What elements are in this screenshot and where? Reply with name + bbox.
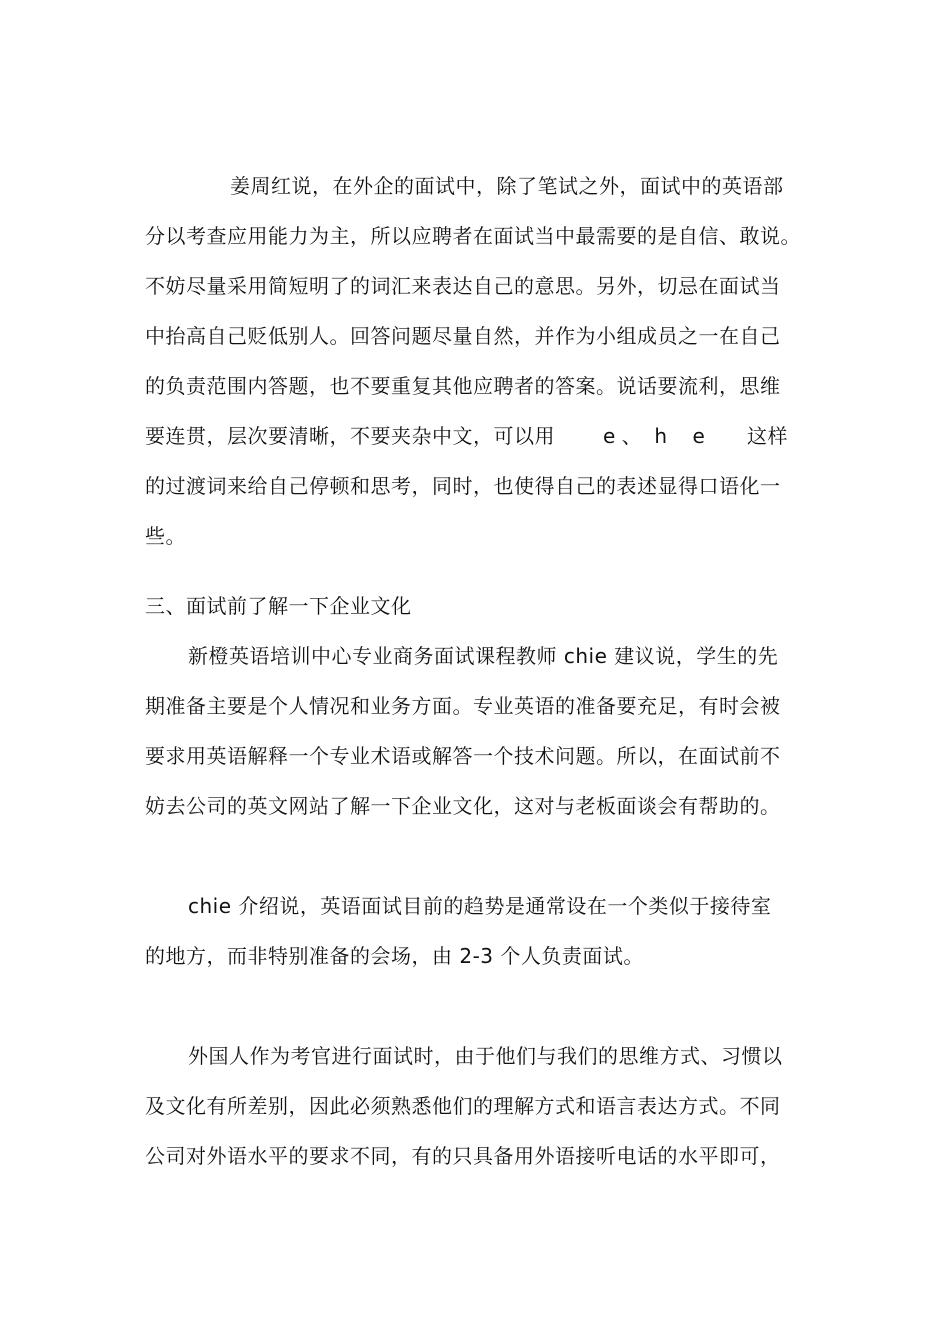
- section-heading: 三、面试前了解一下企业文化: [145, 594, 412, 618]
- paragraph2-line1: [188, 642, 810, 670]
- teacher-name-2: chie: [188, 894, 232, 918]
- paragraph1-line3: 不妨尽量采用简短明了的词汇来表达自己的意思。另外，切忌在面试当: [145, 274, 781, 298]
- paragraph3-line1-text: 介绍说，英语面试目前的趋势是通常设在一个类似于接待室: [238, 894, 772, 918]
- paragraph4-line3: 公司对外语水平的要求不同，有的只具备用外语接听电话的水平即可，: [145, 1144, 781, 1168]
- paragraph4-line1: 外国人作为考官进行面试时，由于他们与我们的思维方式、习惯以: [188, 1044, 783, 1068]
- paragraph2-line2: 期准备主要是个人情况和业务方面。专业英语的准备要充足，有时会被: [145, 694, 781, 718]
- paragraph1-line7: 的过渡词来给自己停顿和思考，同时，也使得自己的表述显得口语化一: [145, 474, 781, 498]
- paragraph1-line4: 中抬高自己贬低别人。回答问题尽量自然，并作为小组成员之一在自己: [145, 324, 781, 348]
- paragraph1-latin-fragment: e 、 h e: [603, 424, 712, 448]
- paragraph2-line1-suffix: 建议说，学生的先: [614, 644, 779, 668]
- paragraph1-line2: 分以考查应用能力为主，所以应聘者在面试当中最需要的是自信、敢说。: [145, 224, 801, 248]
- paragraph4-line2: 及文化有所差别，因此必须熟悉他们的理解方式和语言表达方式。不同: [145, 1094, 781, 1118]
- paragraph2-line3: 要求用英语解释一个专业术语或解答一个技术问题。所以，在面试前不: [145, 744, 781, 768]
- paragraph3-line2: [145, 942, 810, 970]
- paragraph2-line4: 妨去公司的英文网站了解一下企业文化，这对与老板面谈会有帮助的。: [145, 794, 781, 818]
- paragraph1-line6-text: 要连贯，层次要清晰，不要夹杂中文，可以用: [145, 424, 555, 448]
- paragraph1-line1: 姜周红说，在外企的面试中，除了笔试之外，面试中的英语部: [230, 174, 784, 198]
- paragraph1-line6: [145, 422, 810, 450]
- paragraph3-line2-text: 的地方，而非特别准备的会场，由: [145, 944, 453, 968]
- paragraph3-line2-suffix: 个人负责面试。: [500, 944, 644, 968]
- paragraph2-line1-text: 新橙英语培训中心专业商务面试课程教师: [188, 644, 557, 668]
- paragraph1-line6-suffix: 这样: [747, 424, 788, 448]
- teacher-name: chie: [563, 644, 608, 668]
- paragraph1-line8: 些。: [145, 524, 186, 548]
- interviewer-count: 2-3: [459, 944, 494, 968]
- paragraph1-line5: 的负责范围内答题，也不要重复其他应聘者的答案。说话要流利，思维: [145, 374, 781, 398]
- paragraph3-line1: [188, 892, 810, 920]
